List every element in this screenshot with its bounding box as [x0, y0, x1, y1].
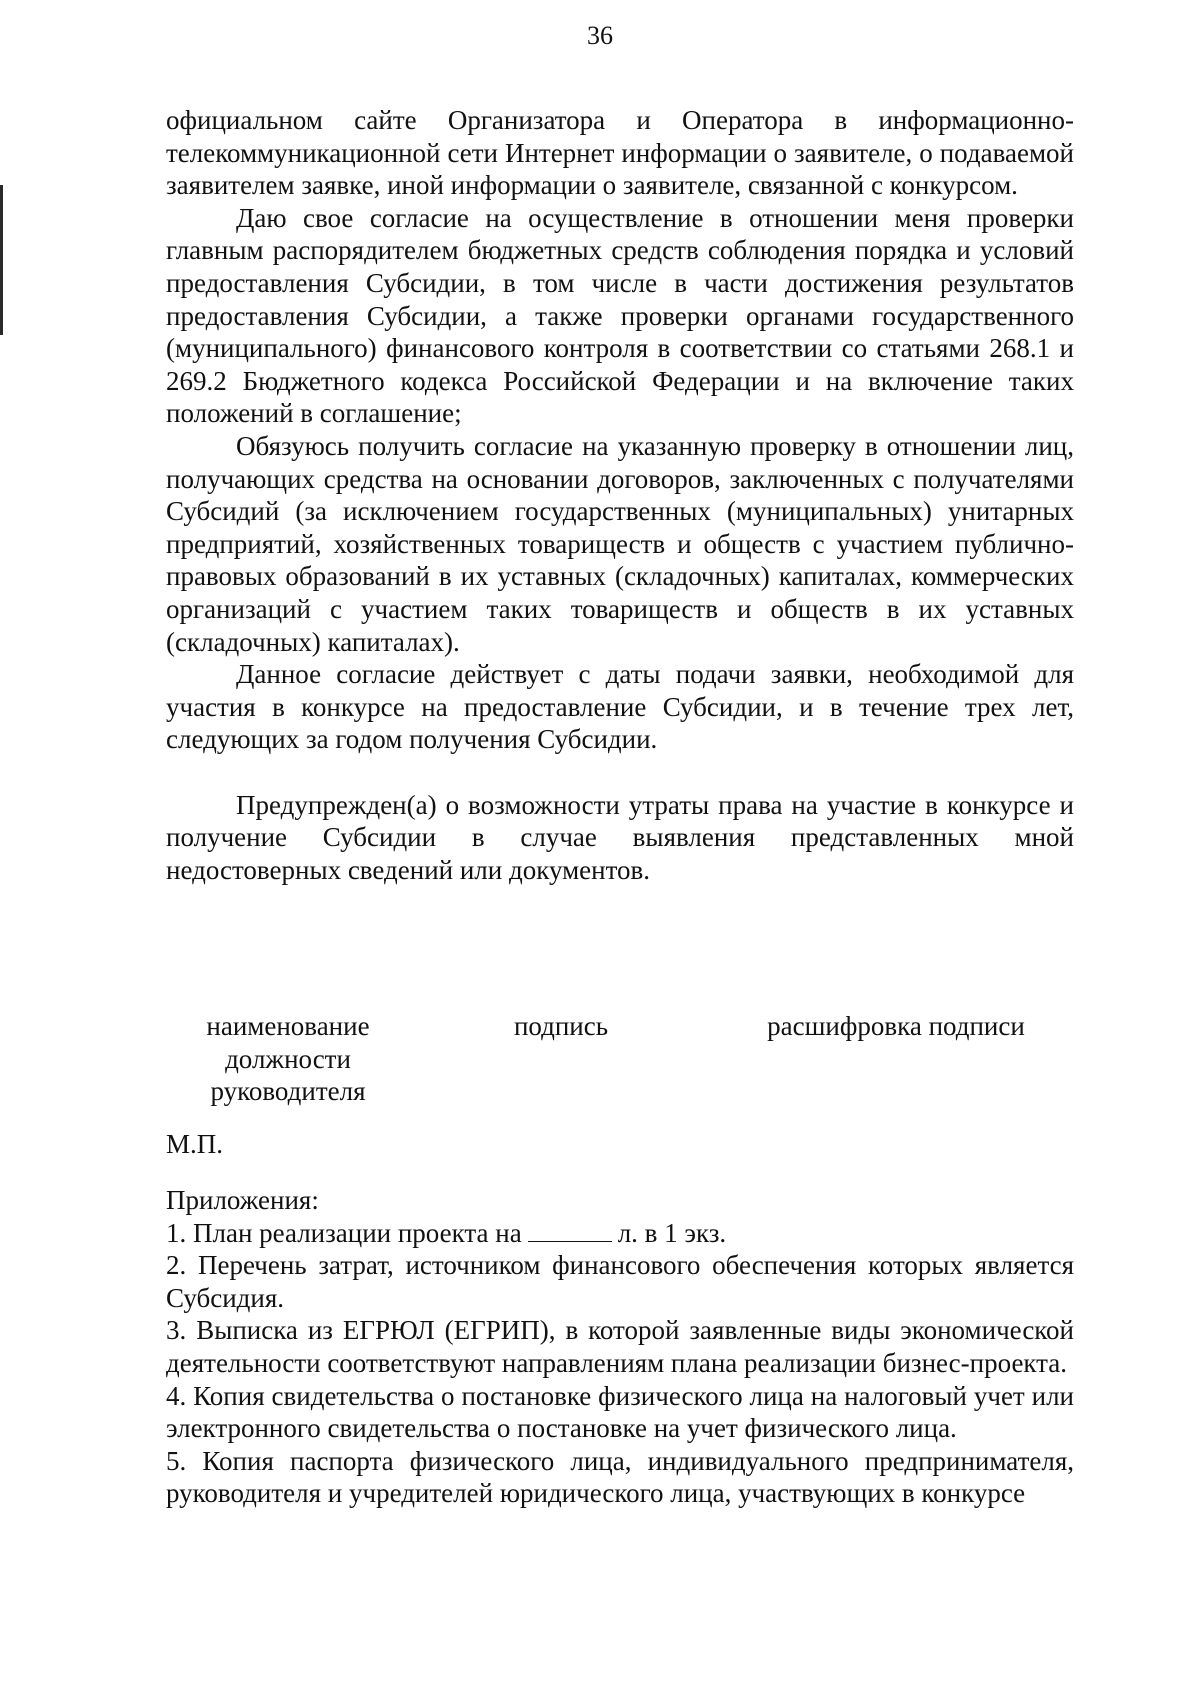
- paragraph-continuation: официальном сайте Организатора и Оператора в информационно-телекоммуникационной сети Интернет информации о заявителе, о подаваемой заявителем заявке, иной информации о заявителе, связанной с конкурсом.: [166, 105, 1074, 201]
- paragraph-obligation: Обязуюсь получить согласие на указанную проверку в отношении лиц, получающих средства на основании договоров, заключенных с получателями Субсидий (за исключением государственных (муниципальных) унитарных предприятий, хозяйственных товариществ и обществ с участием публично-правовых образований в их уставных (складочных) капиталах, коммерческих организаций с участием таких товариществ и обществ в их уставных (складочных) капиталах).: [166, 430, 1074, 657]
- signature-block: [166, 1010, 1074, 1120]
- appendix-item: 4. Копия свидетельства о постановке физического лица на налоговый учет или электронного свидетельства о постановке на учет физического лица.: [166, 1380, 1074, 1444]
- appendix-list: [166, 1184, 1074, 1510]
- paragraph-consent-inspection: Даю свое согласие на осуществление в отношении меня проверки главным распорядителем бюджетных средств соблюдения порядка и условий предоставления Субсидии, в том числе в части достижения результатов предоставления Субсидии, а также проверки органами государственного (муниципального) финансового контроля в соответствии со статьями 268.1 и 269.2 Бюджетного кодекса Российской Федерации и на включение таких положений в соглашение;: [166, 202, 1074, 429]
- appendix-item: 2. Перечень затрат, источником финансового обеспечения которых является Субсидия.: [166, 1250, 1074, 1313]
- signature-decoding-label: расшифровка подписи: [767, 1011, 1025, 1041]
- position-label: [178, 1010, 398, 1108]
- appendix-item-1-text: 1. План реализации проекта на: [166, 1217, 522, 1248]
- position-label-line: должности: [225, 1043, 351, 1074]
- position-label-line: руководителя: [210, 1076, 366, 1107]
- signature-label: подпись: [513, 1011, 609, 1041]
- page-number: 36: [587, 21, 613, 50]
- paragraph-validity: Данное согласие действует с даты подачи заявки, необходимой для участия в конкурсе на предоставление Субсидии, и в течение трех лет, следующих за годом получения Субсидии.: [166, 659, 1074, 755]
- stamp-place: М.П.: [166, 1129, 224, 1159]
- appendix-title: Приложения:: [166, 1185, 319, 1215]
- appendix-item: [166, 1217, 1074, 1250]
- appendix-item-1-suffix: л. в 1 экз.: [617, 1217, 727, 1248]
- scan-edge-mark: [0, 185, 3, 335]
- appendix-item: 5. Копия паспорта физического лица, индивидуального предпринимателя, руководителя и учредителей юридического лица, участвующих в конкурсе: [166, 1445, 1074, 1509]
- paragraph-warning: Предупрежден(а) о возможности утраты права на участие в конкурсе и получение Субсидии в случае выявления представленных мной недостоверных сведений или документов.: [166, 789, 1074, 886]
- blank-line: [528, 1219, 612, 1242]
- appendix-item: 3. Выписка из ЕГРЮЛ (ЕГРИП), в которой заявленные виды экономической деятельности соответствуют направлениям плана реализации бизнес-проекта.: [166, 1315, 1074, 1378]
- position-label-line: наименование: [206, 1011, 370, 1041]
- body-text: [166, 104, 1074, 887]
